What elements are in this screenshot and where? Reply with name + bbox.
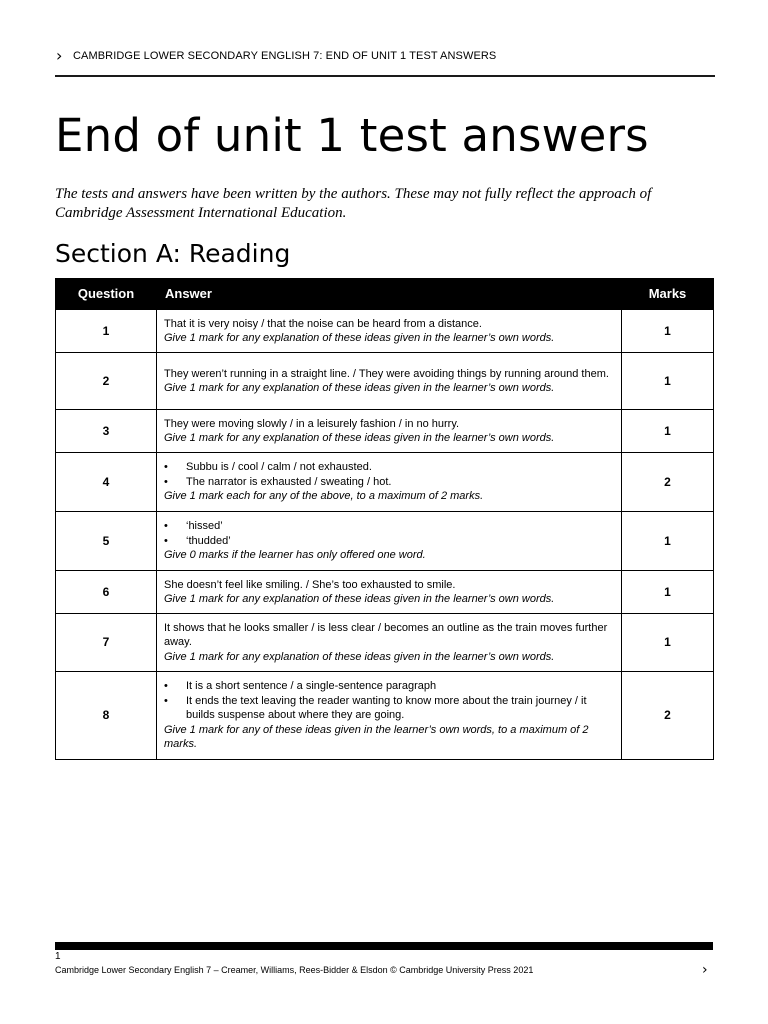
question-number: 2: [56, 353, 157, 410]
marking-guidance: Give 1 mark each for any of the above, to a maximum of 2 marks.: [164, 490, 484, 503]
table-row: [56, 614, 714, 672]
answer-bullet: [164, 679, 614, 694]
header-divider: [55, 75, 715, 77]
answer-text: It shows that he looks smaller / is less clear / becomes an outline as the train moves further away.: [164, 621, 608, 649]
table-row: [56, 410, 714, 453]
marking-guidance: Give 0 marks if the learner has only offered one word.: [164, 549, 426, 562]
answer-cell: [157, 512, 622, 571]
marking-guidance: Give 1 mark for any explanation of these ideas given in the learner’s own words.: [164, 382, 555, 394]
marks-value: 2: [622, 672, 714, 760]
table-row: [56, 353, 714, 410]
table-row: [56, 310, 714, 353]
question-number: 8: [56, 672, 157, 760]
header-marks: Marks: [622, 279, 714, 310]
bullet-icon: •: [164, 461, 168, 474]
question-number: 5: [56, 512, 157, 571]
answer-text: That it is very noisy / that the noise can be heard from a distance.: [164, 317, 482, 330]
marking-guidance: Give 1 mark for any explanation of these ideas given in the learner’s own words.: [164, 650, 555, 663]
answer-cell: [157, 310, 622, 353]
answer-text: They weren’t running in a straight line. / They were avoiding things by running around them.: [164, 367, 609, 380]
answer-cell: [157, 410, 622, 453]
answer-bullet: [164, 534, 614, 549]
question-number: 3: [56, 410, 157, 453]
bullet-text: It is a short sentence / a single-sentence paragraph: [186, 680, 437, 693]
table-header-row: [56, 279, 714, 310]
running-header: [56, 46, 716, 68]
bullet-icon: •: [164, 680, 168, 693]
section-heading: Section A: Reading: [55, 239, 291, 268]
table-row: [56, 453, 714, 512]
page-number: 1: [55, 951, 61, 962]
marks-value: 1: [622, 512, 714, 571]
question-number: 4: [56, 453, 157, 512]
answer-bullet: [164, 475, 614, 490]
marking-guidance: Give 1 mark for any explanation of these ideas given in the learner’s own words.: [164, 593, 555, 605]
marks-value: 1: [622, 353, 714, 410]
footer-credit: Cambridge Lower Secondary English 7 – Creamer, Williams, Rees-Bidder & Elsdon © Cambridge University Press 2021: [55, 965, 534, 975]
header-question: Question: [56, 279, 157, 310]
answer-bullet: [164, 694, 614, 723]
bullet-text: Subbu is / cool / calm / not exhausted.: [186, 461, 372, 474]
question-number: 6: [56, 571, 157, 614]
marks-value: 1: [622, 410, 714, 453]
answer-cell: [157, 571, 622, 614]
table-row: [56, 512, 714, 571]
marks-value: 1: [622, 310, 714, 353]
marks-value: 2: [622, 453, 714, 512]
bullet-icon: •: [164, 520, 168, 533]
intro-note: The tests and answers have been written by the authors. These may not fully reflect the approach of Cambridge Assessment International Education.: [55, 186, 652, 221]
answer-cell: [157, 353, 622, 410]
answer-text: They were moving slowly / in a leisurely fashion / in no hurry.: [164, 417, 460, 430]
answer-bullet: [164, 460, 614, 475]
bullet-icon: •: [164, 694, 168, 707]
question-number: 1: [56, 310, 157, 353]
bullet-text: ‘thudded’: [186, 534, 231, 547]
header-answer: Answer: [157, 279, 622, 310]
marking-guidance: Give 1 mark for any explanation of these ideas given in the learner’s own words.: [164, 432, 555, 444]
marking-guidance: Give 1 mark for any explanation of these ideas given in the learner’s own words.: [164, 332, 555, 344]
answer-text: She doesn’t feel like smiling. / She’s too exhausted to smile.: [164, 578, 456, 591]
bullet-icon: •: [164, 475, 168, 488]
table-row: [56, 672, 714, 760]
page-title: End of unit 1 test answers: [55, 109, 649, 162]
answers-table: [55, 278, 714, 760]
running-header-title: CAMBRIDGE LOWER SECONDARY ENGLISH 7: END OF UNIT 1 TEST ANSWERS: [73, 50, 497, 62]
marking-guidance: Give 1 mark for any of these ideas given in the learner’s own words, to a maximum of 2 marks.: [164, 723, 589, 751]
table-row: [56, 571, 714, 614]
question-number: 7: [56, 614, 157, 672]
bullet-icon: •: [164, 534, 168, 547]
answer-bullet: [164, 519, 614, 534]
answer-cell: [157, 672, 622, 760]
marks-value: 1: [622, 571, 714, 614]
answer-cell: [157, 614, 622, 672]
bullet-text: ‘hissed’: [186, 520, 223, 533]
bullet-text: The narrator is exhausted / sweating / hot.: [186, 475, 392, 488]
bullet-text: It ends the text leaving the reader wanting to know more about the train journey / it builds suspense about where they are going.: [186, 694, 587, 722]
marks-value: 1: [622, 614, 714, 672]
chevron-right-icon: ›: [56, 46, 63, 65]
chevron-right-icon: ›: [702, 962, 708, 978]
answer-cell: [157, 453, 622, 512]
footer-bar: [55, 942, 713, 950]
